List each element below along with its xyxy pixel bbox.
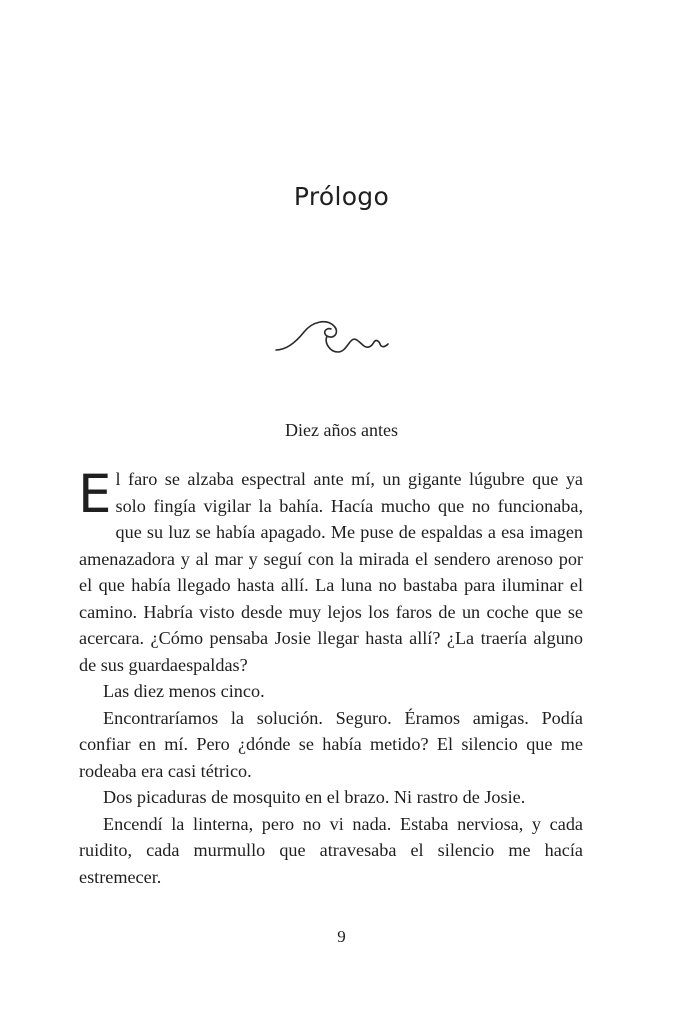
paragraph: Encontraríamos la solución. Seguro. Éramos amigas. Podía confiar en mí. Pero ¿dónde se había metido? El silencio que me rodeaba era casi tétrico. xyxy=(79,707,583,781)
drop-cap: E xyxy=(78,464,112,525)
body-text xyxy=(79,466,583,890)
paragraph: Dos picaduras de mosquito en el brazo. Ni rastro de Josie. xyxy=(103,787,526,807)
page-number: 9 xyxy=(337,927,346,946)
paragraph: Encendí la linterna, pero no vi nada. Estaba nerviosa, y cada ruidito, cada murmullo que atravesaba el silencio me hacía estremecer. xyxy=(79,813,583,887)
wave-icon xyxy=(274,316,390,358)
first-paragraph-text: l faro se alzaba espectral ante mí, un gigante lúgubre que ya solo fingía vigilar la bahía. Hacía mucho que no funcionaba, que su luz se había apagado. Me puse de espaldas a esa imagen amenazadora y al mar y seguí con la mirada el sendero arenoso por el que había llegado hasta allí. La luna no bastaba para iluminar el camino. Habría visto desde muy lejos los faros de un coche que se acercara. ¿Cómo pensaba Josie llegar hasta allí? ¿La traería alguno de sus guardaespaldas? xyxy=(79,469,583,675)
chapter-title: Prólogo xyxy=(293,182,390,211)
chapter-subtitle: Diez años antes xyxy=(285,420,398,440)
paragraph: Las diez menos cinco. xyxy=(103,681,265,701)
first-paragraph xyxy=(79,466,583,678)
